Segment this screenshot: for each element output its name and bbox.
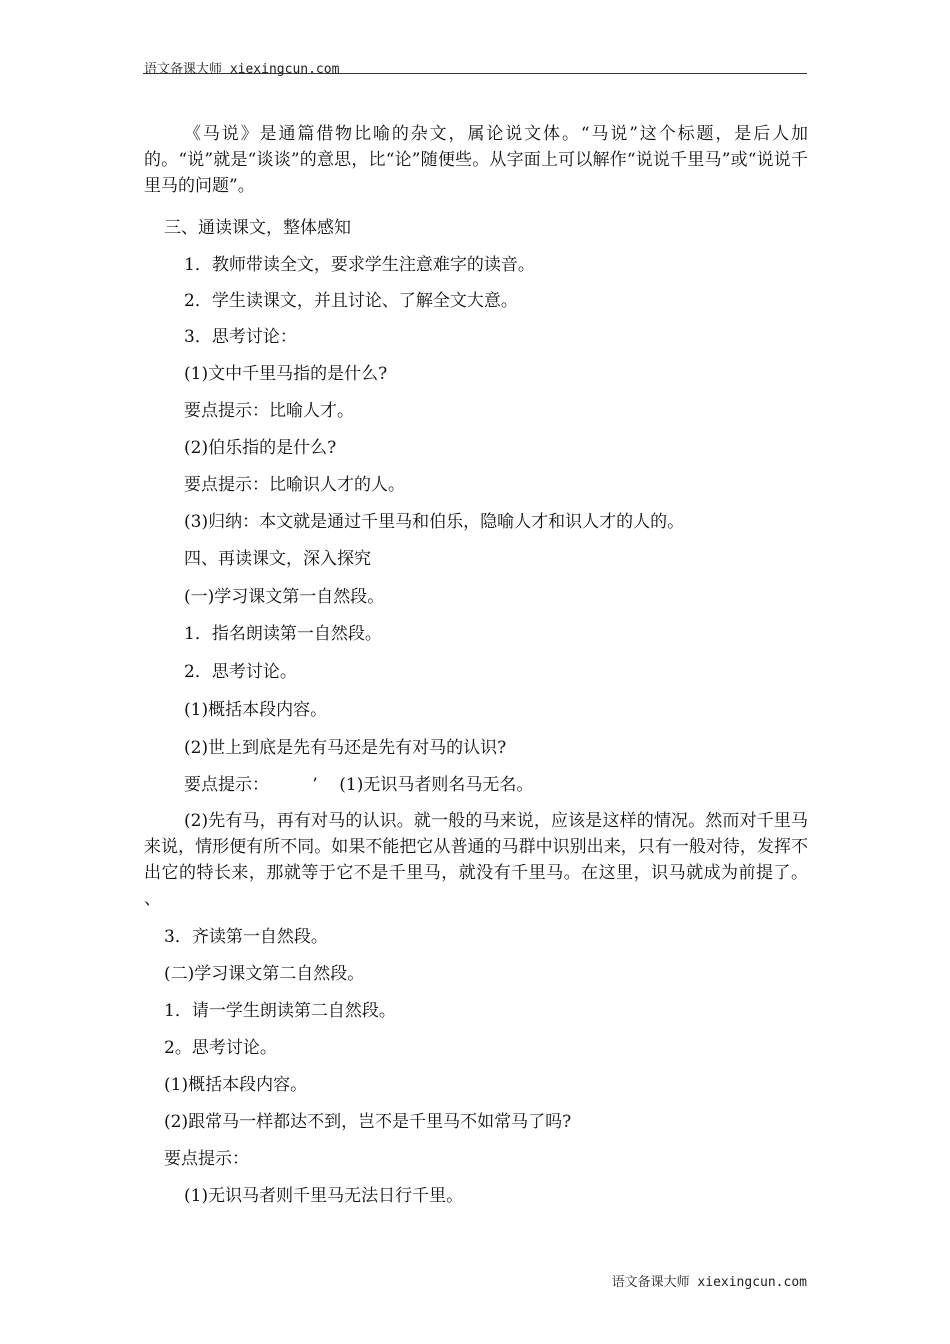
- page-header: 语文备课大师 xiexingcun.com: [144, 62, 340, 77]
- question: (2)世上到底是先有马还是先有对马的认识?: [184, 738, 507, 758]
- question: (2)跟常马一样都达不到，岂不是千里马不如常马了吗?: [164, 1112, 572, 1132]
- question: (1)概括本段内容。: [164, 1075, 308, 1095]
- page-footer: 语文备课大师 xiexingcun.com: [611, 1275, 807, 1290]
- answer-hint: 要点提示：比喻识人才的人。: [184, 475, 405, 495]
- answer-hint: 要点提示：比喻人才。: [184, 401, 354, 421]
- question: (2)伯乐指的是什么?: [184, 438, 337, 458]
- subsection-heading: (二)学习课文第二自然段。: [164, 964, 365, 984]
- explanation-paragraph: (2)先有马，再有对马的认识。就一般的马来说，应该是这样的情况。然而对千里马来说，情形便有所不同。如果不能把它从普通的马群中识别出来，只有一般对待，发挥不出它的特长来，那就等于它不是千里马，就没有千里马。在这里，识马就成为前提了。 、: [144, 811, 808, 909]
- question: (1)文中千里马指的是什么?: [184, 364, 388, 384]
- intro-paragraph: 《马说》是通篇借物比喻的杂文，属论说文体。“马说”这个标题，是后人加的。“说”就是“谈谈”的意思，比“论”随便些。从字面上可以解作“说说千里马”或“说说千里马的问题”。: [144, 124, 808, 196]
- answer-hint: 要点提示： ’ (1)无识马者则名马无名。: [184, 775, 534, 795]
- list-item: 2．思考讨论。: [184, 662, 297, 682]
- list-item: 3．思考讨论：: [184, 327, 297, 347]
- list-item: 1．请一学生朗读第二自然段。: [164, 1001, 396, 1021]
- list-item: 1．教师带读全文，要求学生注意难字的读音。: [184, 255, 535, 275]
- list-item: 2。思考讨论。: [164, 1038, 277, 1058]
- summary: (3)归纳：本文就是通过千里马和伯乐，隐喻人才和识人才的人的。: [184, 512, 685, 532]
- question: (1)概括本段内容。: [184, 700, 328, 720]
- list-item: 1．指名朗读第一自然段。: [184, 624, 382, 644]
- subsection-heading: (一)学习课文第一自然段。: [184, 587, 385, 607]
- answer-point: (1)无识马者则千里马无法日行千里。: [184, 1186, 464, 1206]
- section-heading: 三、通读课文，整体感知: [164, 218, 351, 238]
- header-divider: [143, 73, 807, 74]
- answer-hint: 要点提示：: [164, 1149, 249, 1169]
- section-heading: 四、再读课文，深入探究: [184, 549, 371, 569]
- list-item: 2．学生读课文，并且讨论、了解全文大意。: [184, 291, 518, 311]
- list-item: 3．齐读第一自然段。: [164, 927, 328, 947]
